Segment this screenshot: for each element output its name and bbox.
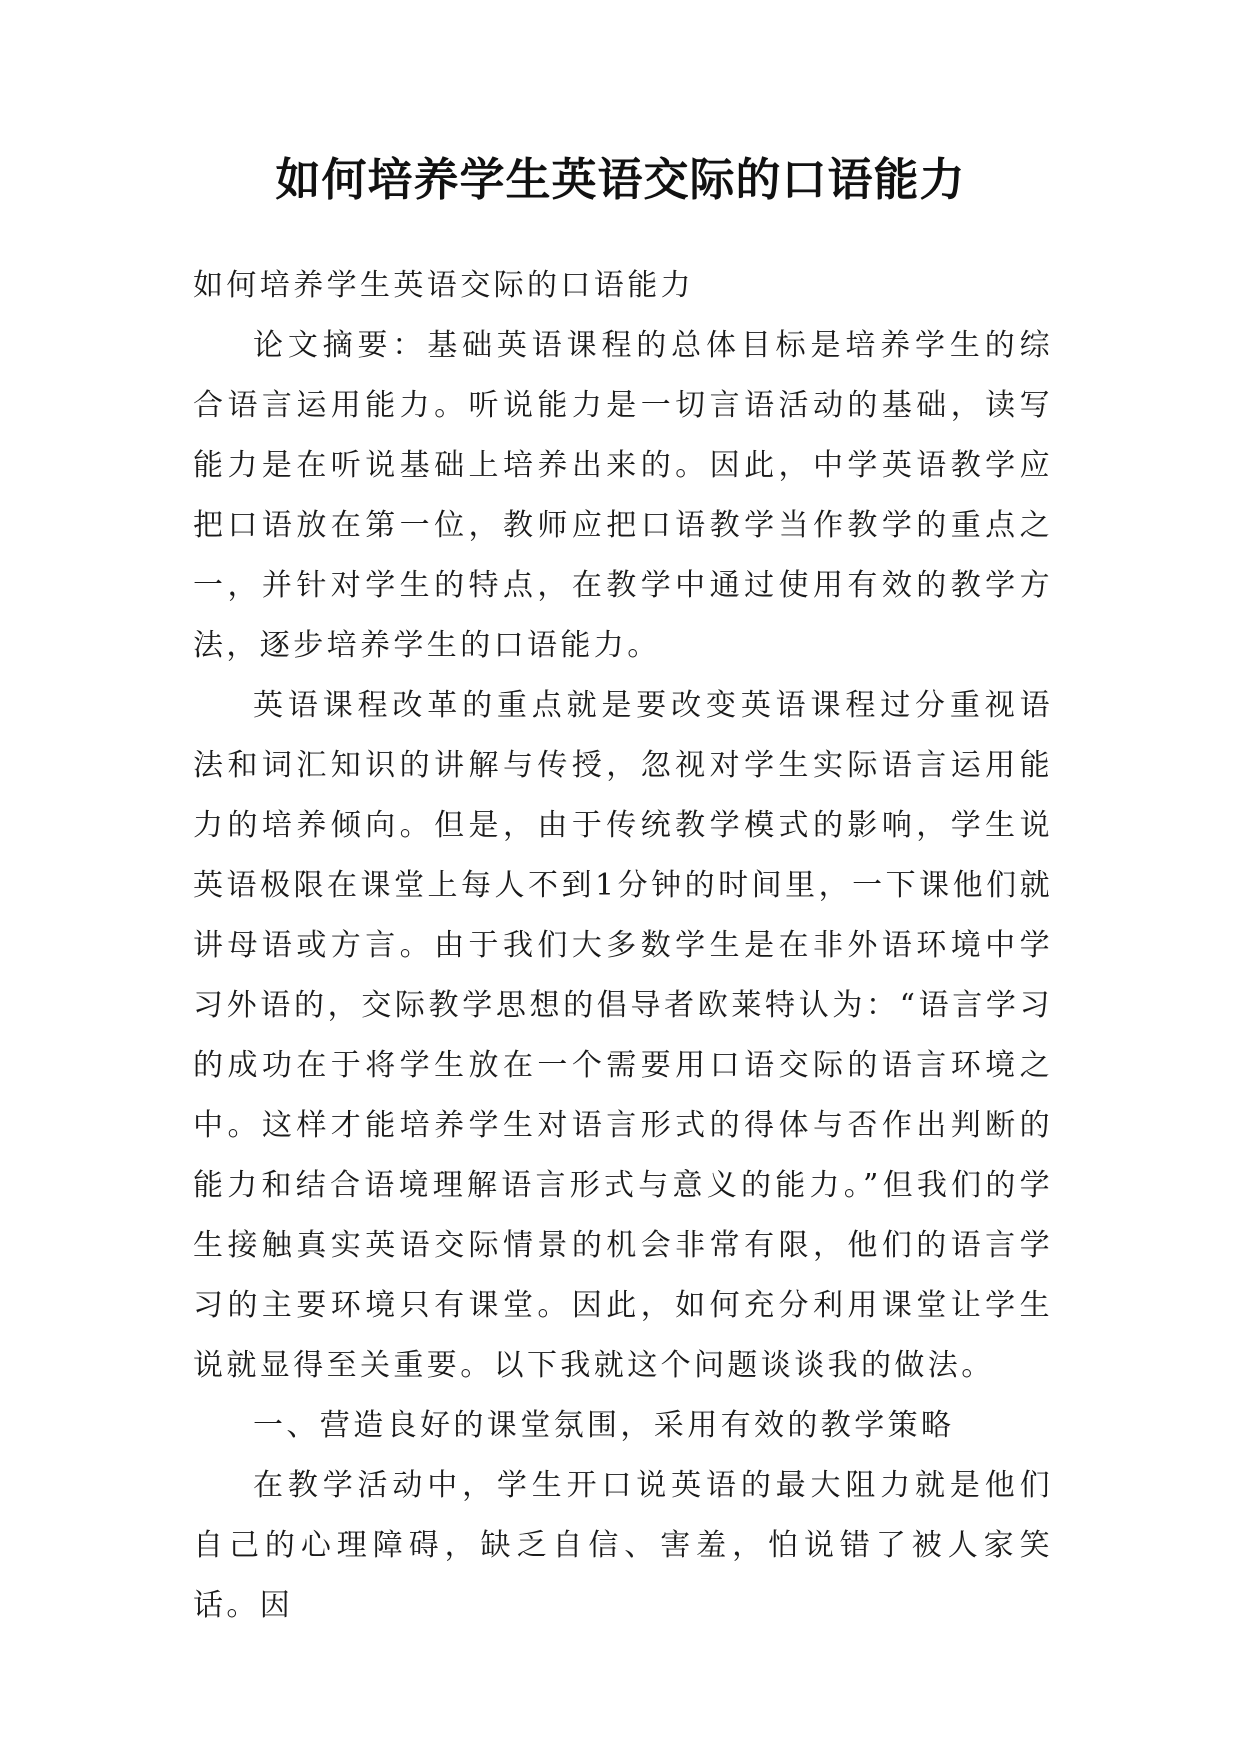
document-body xyxy=(193,256,1053,1636)
abstract-paragraph: 论文摘要：基础英语课程的总体目标是培养学生的综合语言运用能力。听说能力是一切言语活动的基础，读写能力是在听说基础上培养出来的。因此，中学英语教学应把口语放在第一位，教师应把口语教学当作教学的重点之一，并针对学生的特点，在教学中通过使用有效的教学方法，逐步培养学生的口语能力。 xyxy=(193,328,1053,663)
body-paragraph: 英语课程改革的重点就是要改变英语课程过分重视语法和词汇知识的讲解与传授，忽视对学生实际语言运用能力的培养倾向。但是，由于传统教学模式的影响，学生说英语极限在课堂上每人不到1分钟的时间里，一下课他们就讲母语或方言。由于我们大多数学生是在非外语环境中学习外语的，交际教学思想的倡导者欧莱特认为：“语言学习的成功在于将学生放在一个需要用口语交际的语言环境之中。这样才能培养学生对语言形式的得体与否作出判断的能力和结合语境理解语言形式与意义的能力。”但我们的学生接触真实英语交际情景的机会非常有限，他们的语言学习的主要环境只有课堂。因此，如何充分利用课堂让学生说就显得至关重要。以下我就这个问题谈谈我的做法。 xyxy=(193,688,1053,1383)
document-title: 如何培养学生英语交际的口语能力 xyxy=(275,153,966,206)
body-heading-line: 如何培养学生英语交际的口语能力 xyxy=(193,268,694,303)
section-heading: 一、营造良好的课堂氛围，采用有效的教学策略 xyxy=(253,1408,955,1443)
body-paragraph: 在教学活动中，学生开口说英语的最大阻力就是他们自己的心理障碍，缺乏自信、害羞，怕说错了被人家笑话。因 xyxy=(193,1468,1053,1623)
